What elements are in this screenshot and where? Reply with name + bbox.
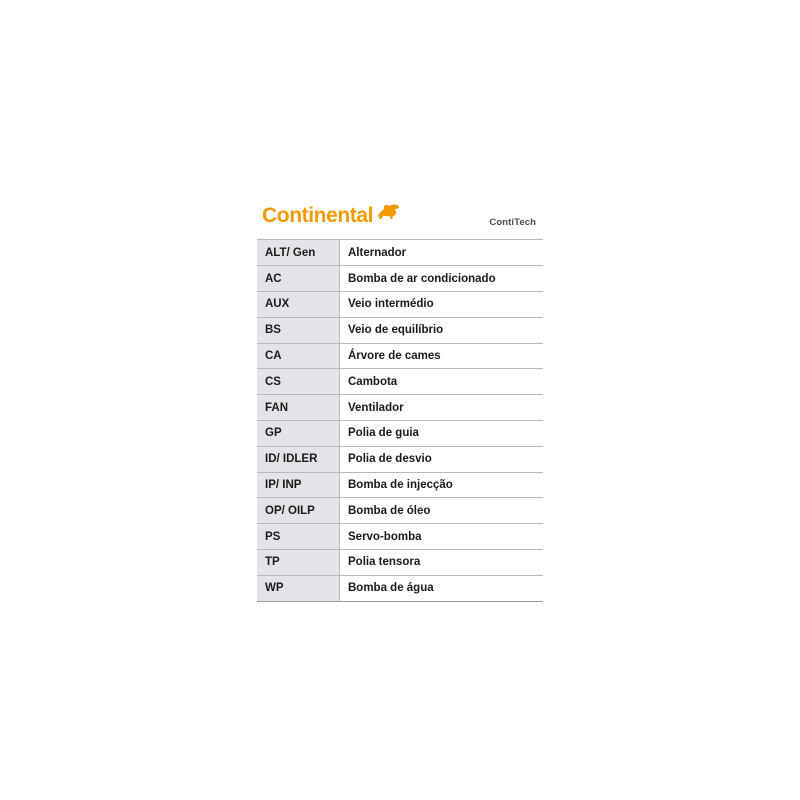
desc-cell: Árvore de cames — [340, 343, 544, 369]
brand-wordmark: Continental — [262, 204, 374, 227]
abbr-cell: AC — [257, 266, 340, 292]
desc-cell: Cambota — [340, 369, 544, 395]
table-row — [257, 472, 543, 498]
desc-cell: Polia de desvio — [340, 446, 544, 472]
horse-logo-icon — [375, 202, 401, 224]
table-row — [257, 524, 543, 550]
brand-header — [257, 197, 543, 240]
abbr-cell: AUX — [257, 292, 340, 318]
abbr-cell: PS — [257, 524, 340, 550]
table-row — [257, 240, 543, 266]
continental-logo — [262, 205, 401, 226]
desc-cell: Veio de equilíbrio — [340, 317, 544, 343]
abbr-cell: TP — [257, 550, 340, 576]
table-row — [257, 266, 543, 292]
desc-cell: Polia de guia — [340, 421, 544, 447]
desc-cell: Bomba de injecção — [340, 472, 544, 498]
abbr-cell: ALT/ Gen — [257, 240, 340, 266]
table-row — [257, 498, 543, 524]
legend-card — [257, 197, 543, 602]
abbr-cell: ID/ IDLER — [257, 446, 340, 472]
abbr-cell: WP — [257, 575, 340, 601]
table-row — [257, 395, 543, 421]
abbr-cell: IP/ INP — [257, 472, 340, 498]
table-row — [257, 343, 543, 369]
abbr-cell: FAN — [257, 395, 340, 421]
desc-cell: Veio intermédio — [340, 292, 544, 318]
table-row — [257, 369, 543, 395]
abbr-cell: CS — [257, 369, 340, 395]
abbr-cell: BS — [257, 317, 340, 343]
desc-cell: Bomba de água — [340, 575, 544, 601]
abbr-cell: GP — [257, 421, 340, 447]
table-row — [257, 421, 543, 447]
table-row — [257, 446, 543, 472]
desc-cell: Ventilador — [340, 395, 544, 421]
abbr-cell: CA — [257, 343, 340, 369]
abbreviation-legend-table — [257, 240, 543, 602]
desc-cell: Bomba de óleo — [340, 498, 544, 524]
desc-cell: Servo-bomba — [340, 524, 544, 550]
table-row — [257, 292, 543, 318]
desc-cell: Alternador — [340, 240, 544, 266]
desc-cell: Bomba de ar condicionado — [340, 266, 544, 292]
abbr-cell: OP/ OILP — [257, 498, 340, 524]
table-row — [257, 550, 543, 576]
table-row — [257, 575, 543, 601]
sub-brand-label: ContiTech — [489, 217, 536, 228]
desc-cell: Polia tensora — [340, 550, 544, 576]
legend-table-body — [257, 240, 543, 601]
table-row — [257, 317, 543, 343]
